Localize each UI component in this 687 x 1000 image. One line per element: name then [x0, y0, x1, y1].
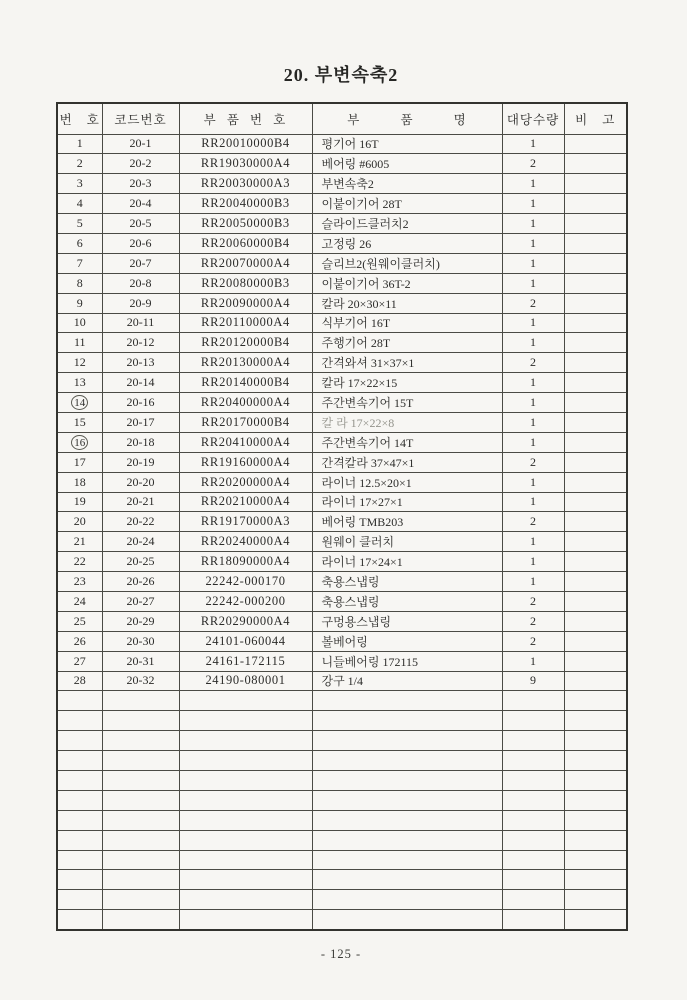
cell-part-number: RR20240000A4 [179, 532, 312, 552]
cell-number: 15 [57, 412, 102, 432]
empty-cell [312, 691, 502, 711]
cell-part-name: 칼라 20×30×11 [312, 293, 502, 313]
cell-quantity: 1 [502, 472, 564, 492]
cell-part-number: RR20120000B4 [179, 333, 312, 353]
empty-cell [564, 870, 627, 890]
cell-part-number: RR19030000A4 [179, 154, 312, 174]
cell-remarks [564, 492, 627, 512]
empty-cell [102, 790, 179, 810]
empty-cell [102, 691, 179, 711]
cell-quantity: 1 [502, 253, 564, 273]
empty-cell [57, 910, 102, 930]
cell-number: 7 [57, 253, 102, 273]
empty-table-row [57, 850, 627, 870]
cell-code-number: 20-11 [102, 313, 179, 333]
empty-cell [57, 830, 102, 850]
cell-code-number: 20-26 [102, 572, 179, 592]
empty-cell [102, 870, 179, 890]
empty-table-row [57, 890, 627, 910]
table-row [57, 353, 627, 373]
empty-cell [57, 890, 102, 910]
cell-remarks [564, 412, 627, 432]
empty-cell [564, 731, 627, 751]
cell-part-number: RR20040000B3 [179, 194, 312, 214]
cell-quantity: 1 [502, 194, 564, 214]
cell-remarks [564, 154, 627, 174]
cell-part-number: RR20080000B3 [179, 273, 312, 293]
cell-number: 9 [57, 293, 102, 313]
cell-part-number: 22242-000200 [179, 591, 312, 611]
cell-part-number: RR20090000A4 [179, 293, 312, 313]
cell-number: 8 [57, 273, 102, 293]
cell-part-name: 간격칼라 37×47×1 [312, 452, 502, 472]
cell-code-number: 20-27 [102, 591, 179, 611]
cell-part-name: 니들베어링 172115 [312, 651, 502, 671]
circled-number: 14 [71, 395, 88, 410]
cell-part-number: RR20060000B4 [179, 233, 312, 253]
cell-remarks [564, 393, 627, 413]
cell-quantity: 1 [502, 174, 564, 194]
empty-cell [312, 870, 502, 890]
cell-remarks [564, 214, 627, 234]
empty-cell [502, 870, 564, 890]
cell-number: 22 [57, 552, 102, 572]
page-number-label: - 125 - [320, 947, 362, 961]
cell-quantity: 1 [502, 313, 564, 333]
cell-remarks [564, 671, 627, 691]
cell-quantity: 1 [502, 214, 564, 234]
cell-part-name: 축용스냅링 [312, 591, 502, 611]
empty-cell [102, 890, 179, 910]
page-title: 20. 부변속축2 [283, 65, 399, 85]
cell-number: 26 [57, 631, 102, 651]
empty-cell [179, 790, 312, 810]
cell-code-number: 20-25 [102, 552, 179, 572]
empty-cell [502, 751, 564, 771]
cell-part-name: 라이너 17×24×1 [312, 552, 502, 572]
cell-number: 2 [57, 154, 102, 174]
table-row [57, 572, 627, 592]
cell-code-number: 20-29 [102, 611, 179, 631]
cell-code-number: 20-17 [102, 412, 179, 432]
cell-part-number: RR20110000A4 [179, 313, 312, 333]
cell-quantity: 2 [502, 452, 564, 472]
cell-code-number: 20-5 [102, 214, 179, 234]
cell-code-number: 20-22 [102, 512, 179, 532]
cell-part-name: 이붙이기어 36T-2 [312, 273, 502, 293]
cell-remarks [564, 353, 627, 373]
cell-number: 3 [57, 174, 102, 194]
empty-cell [179, 810, 312, 830]
empty-cell [57, 850, 102, 870]
cell-remarks [564, 273, 627, 293]
cell-part-name: 슬라이드클러치2 [312, 214, 502, 234]
cell-part-name: 칼라 17×22×15 [312, 373, 502, 393]
table-row [57, 393, 627, 413]
table-row [57, 313, 627, 333]
cell-number: 24 [57, 591, 102, 611]
cell-number: 27 [57, 651, 102, 671]
cell-part-name: 슬리브2(원웨이클러치) [312, 253, 502, 273]
empty-cell [564, 691, 627, 711]
empty-cell [502, 790, 564, 810]
empty-cell [564, 771, 627, 791]
cell-quantity: 2 [502, 154, 564, 174]
empty-table-row [57, 910, 627, 930]
cell-code-number: 20-4 [102, 194, 179, 214]
empty-cell [102, 751, 179, 771]
empty-cell [57, 790, 102, 810]
cell-part-name: 식부기어 16T [312, 313, 502, 333]
circled-number: 16 [71, 435, 88, 450]
cell-part-name: 강구 1/4 [312, 671, 502, 691]
empty-cell [312, 790, 502, 810]
column-header-code: 코드번호 [102, 103, 179, 134]
empty-cell [312, 731, 502, 751]
empty-cell [179, 830, 312, 850]
cell-code-number: 20-30 [102, 631, 179, 651]
table-row [57, 233, 627, 253]
column-header-qty-per-unit: 대당수량 [502, 103, 564, 134]
table-row [57, 611, 627, 631]
table-row [57, 194, 627, 214]
empty-cell [312, 711, 502, 731]
cell-remarks [564, 373, 627, 393]
cell-part-number: RR20140000B4 [179, 373, 312, 393]
empty-cell [102, 771, 179, 791]
cell-code-number: 20-21 [102, 492, 179, 512]
cell-part-number: RR19160000A4 [179, 452, 312, 472]
empty-cell [502, 830, 564, 850]
cell-remarks [564, 591, 627, 611]
empty-cell [564, 910, 627, 930]
cell-part-number: RR20170000B4 [179, 412, 312, 432]
empty-table-row [57, 711, 627, 731]
empty-cell [312, 751, 502, 771]
cell-part-name: 축용스냅링 [312, 572, 502, 592]
cell-code-number: 20-6 [102, 233, 179, 253]
cell-code-number: 20-31 [102, 651, 179, 671]
table-row [57, 373, 627, 393]
cell-quantity: 1 [502, 432, 564, 452]
cell-remarks [564, 293, 627, 313]
table-row [57, 174, 627, 194]
cell-part-number: RR20290000A4 [179, 611, 312, 631]
cell-code-number: 20-8 [102, 273, 179, 293]
empty-cell [564, 850, 627, 870]
table-row [57, 154, 627, 174]
empty-table-row [57, 771, 627, 791]
empty-cell [502, 890, 564, 910]
empty-cell [57, 731, 102, 751]
cell-part-name: 이붙이기어 28T [312, 194, 502, 214]
cell-quantity: 1 [502, 333, 564, 353]
empty-cell [564, 790, 627, 810]
empty-cell [502, 731, 564, 751]
cell-remarks [564, 313, 627, 333]
cell-part-number: RR20200000A4 [179, 472, 312, 492]
cell-remarks [564, 174, 627, 194]
empty-cell [564, 810, 627, 830]
cell-remarks [564, 233, 627, 253]
cell-part-name: 평기어 16T [312, 134, 502, 154]
empty-cell [57, 691, 102, 711]
cell-number [57, 432, 102, 452]
cell-remarks [564, 452, 627, 472]
empty-cell [312, 890, 502, 910]
empty-cell [102, 910, 179, 930]
empty-cell [57, 870, 102, 890]
cell-part-number: RR20070000A4 [179, 253, 312, 273]
table-row [57, 253, 627, 273]
cell-part-name: 칼 라 17×22×8 [312, 412, 502, 432]
cell-part-name: 주간변속기어 14T [312, 432, 502, 452]
cell-number: 11 [57, 333, 102, 353]
cell-remarks [564, 134, 627, 154]
cell-part-name: 주간변속기어 15T [312, 393, 502, 413]
empty-table-row [57, 810, 627, 830]
cell-code-number: 20-24 [102, 532, 179, 552]
empty-table-row [57, 870, 627, 890]
cell-part-name: 간격와셔 31×37×1 [312, 353, 502, 373]
table-row [57, 651, 627, 671]
table-row [57, 671, 627, 691]
empty-cell [179, 751, 312, 771]
empty-cell [57, 810, 102, 830]
cell-code-number: 20-16 [102, 393, 179, 413]
cell-part-name: 구멍용스냅링 [312, 611, 502, 631]
table-row [57, 591, 627, 611]
empty-table-row [57, 691, 627, 711]
cell-quantity: 1 [502, 393, 564, 413]
column-header-no: 번 호 [57, 103, 102, 134]
table-row [57, 532, 627, 552]
cell-code-number: 20-18 [102, 432, 179, 452]
cell-quantity: 1 [502, 134, 564, 154]
cell-code-number: 20-12 [102, 333, 179, 353]
cell-quantity: 9 [502, 671, 564, 691]
cell-number: 6 [57, 233, 102, 253]
table-row [57, 631, 627, 651]
cell-quantity: 2 [502, 353, 564, 373]
empty-cell [564, 751, 627, 771]
empty-cell [502, 810, 564, 830]
empty-cell [564, 890, 627, 910]
cell-part-number: 24101-060044 [179, 631, 312, 651]
header-row [57, 103, 627, 134]
table-row [57, 552, 627, 572]
parts-table [56, 102, 628, 931]
column-header-remarks: 비 고 [564, 103, 627, 134]
table-row [57, 452, 627, 472]
cell-quantity: 1 [502, 233, 564, 253]
cell-number: 23 [57, 572, 102, 592]
cell-number: 20 [57, 512, 102, 532]
cell-part-number: RR20400000A4 [179, 393, 312, 413]
table-body [57, 134, 627, 930]
empty-cell [502, 910, 564, 930]
cell-part-name: 라이너 12.5×20×1 [312, 472, 502, 492]
empty-table-row [57, 790, 627, 810]
cell-code-number: 20-32 [102, 671, 179, 691]
cell-number: 12 [57, 353, 102, 373]
cell-number: 5 [57, 214, 102, 234]
empty-cell [502, 850, 564, 870]
cell-quantity: 2 [502, 591, 564, 611]
cell-part-number: RR20130000A4 [179, 353, 312, 373]
cell-remarks [564, 472, 627, 492]
cell-number: 21 [57, 532, 102, 552]
cell-number: 17 [57, 452, 102, 472]
cell-part-name: 볼베어링 [312, 631, 502, 651]
cell-quantity: 1 [502, 373, 564, 393]
empty-cell [102, 830, 179, 850]
empty-cell [102, 810, 179, 830]
cell-remarks [564, 651, 627, 671]
empty-cell [57, 711, 102, 731]
empty-cell [57, 751, 102, 771]
empty-cell [102, 711, 179, 731]
table-row [57, 214, 627, 234]
cell-remarks [564, 611, 627, 631]
empty-cell [179, 850, 312, 870]
empty-table-row [57, 751, 627, 771]
cell-number: 28 [57, 671, 102, 691]
cell-quantity: 1 [502, 532, 564, 552]
cell-remarks [564, 333, 627, 353]
empty-cell [312, 850, 502, 870]
table-row [57, 273, 627, 293]
table-row [57, 432, 627, 452]
cell-number: 13 [57, 373, 102, 393]
empty-cell [179, 711, 312, 731]
cell-number: 18 [57, 472, 102, 492]
cell-quantity: 1 [502, 651, 564, 671]
empty-table-row [57, 731, 627, 751]
cell-remarks [564, 512, 627, 532]
cell-part-name: 고정링 26 [312, 233, 502, 253]
cell-code-number: 20-2 [102, 154, 179, 174]
cell-quantity: 1 [502, 552, 564, 572]
cell-number: 4 [57, 194, 102, 214]
cell-part-name: 부변속축2 [312, 174, 502, 194]
cell-remarks [564, 432, 627, 452]
cell-quantity: 2 [502, 631, 564, 651]
table-row [57, 333, 627, 353]
cell-part-number: 22242-000170 [179, 572, 312, 592]
cell-code-number: 20-9 [102, 293, 179, 313]
empty-cell [312, 830, 502, 850]
cell-quantity: 2 [502, 611, 564, 631]
cell-code-number: 20-14 [102, 373, 179, 393]
cell-number [57, 393, 102, 413]
empty-cell [179, 910, 312, 930]
column-header-part-number: 부 품 번 호 [179, 103, 312, 134]
empty-cell [564, 711, 627, 731]
cell-quantity: 1 [502, 492, 564, 512]
empty-cell [102, 731, 179, 751]
cell-quantity: 2 [502, 293, 564, 313]
cell-code-number: 20-13 [102, 353, 179, 373]
empty-cell [312, 910, 502, 930]
table-row [57, 134, 627, 154]
cell-part-name: 베어링 TMB203 [312, 512, 502, 532]
empty-cell [179, 731, 312, 751]
empty-table-row [57, 830, 627, 850]
cell-quantity: 1 [502, 572, 564, 592]
empty-cell [312, 771, 502, 791]
cell-part-name: 라이너 17×27×1 [312, 492, 502, 512]
cell-number: 19 [57, 492, 102, 512]
empty-cell [502, 711, 564, 731]
empty-cell [179, 870, 312, 890]
column-header-part-name: 부 품 명 [312, 103, 502, 134]
cell-part-name: 주행기어 28T [312, 333, 502, 353]
cell-code-number: 20-20 [102, 472, 179, 492]
cell-code-number: 20-7 [102, 253, 179, 273]
empty-cell [57, 771, 102, 791]
cell-code-number: 20-3 [102, 174, 179, 194]
empty-cell [502, 771, 564, 791]
cell-code-number: 20-1 [102, 134, 179, 154]
cell-code-number: 20-19 [102, 452, 179, 472]
cell-quantity: 2 [502, 512, 564, 532]
empty-cell [564, 830, 627, 850]
cell-remarks [564, 532, 627, 552]
table-row [57, 512, 627, 532]
cell-remarks [564, 253, 627, 273]
cell-remarks [564, 552, 627, 572]
empty-cell [179, 890, 312, 910]
cell-part-number: RR20410000A4 [179, 432, 312, 452]
cell-part-number: 24190-080001 [179, 671, 312, 691]
cell-number: 10 [57, 313, 102, 333]
cell-part-number: RR20030000A3 [179, 174, 312, 194]
cell-remarks [564, 631, 627, 651]
cell-part-number: 24161-172115 [179, 651, 312, 671]
cell-number: 1 [57, 134, 102, 154]
table-row [57, 492, 627, 512]
empty-cell [179, 691, 312, 711]
table-row [57, 472, 627, 492]
cell-quantity: 1 [502, 273, 564, 293]
cell-part-number: RR20010000B4 [179, 134, 312, 154]
cell-part-number: RR20050000B3 [179, 214, 312, 234]
cell-part-name: 원웨이 클러치 [312, 532, 502, 552]
cell-part-number: RR20210000A4 [179, 492, 312, 512]
cell-remarks [564, 572, 627, 592]
table-row [57, 412, 627, 432]
empty-cell [102, 850, 179, 870]
empty-cell [179, 771, 312, 791]
cell-part-number: RR19170000A3 [179, 512, 312, 532]
table-row [57, 293, 627, 313]
cell-remarks [564, 194, 627, 214]
cell-part-name: 베어링 #6005 [312, 154, 502, 174]
empty-cell [312, 810, 502, 830]
cell-part-number: RR18090000A4 [179, 552, 312, 572]
cell-number: 25 [57, 611, 102, 631]
empty-cell [502, 691, 564, 711]
cell-quantity: 1 [502, 412, 564, 432]
